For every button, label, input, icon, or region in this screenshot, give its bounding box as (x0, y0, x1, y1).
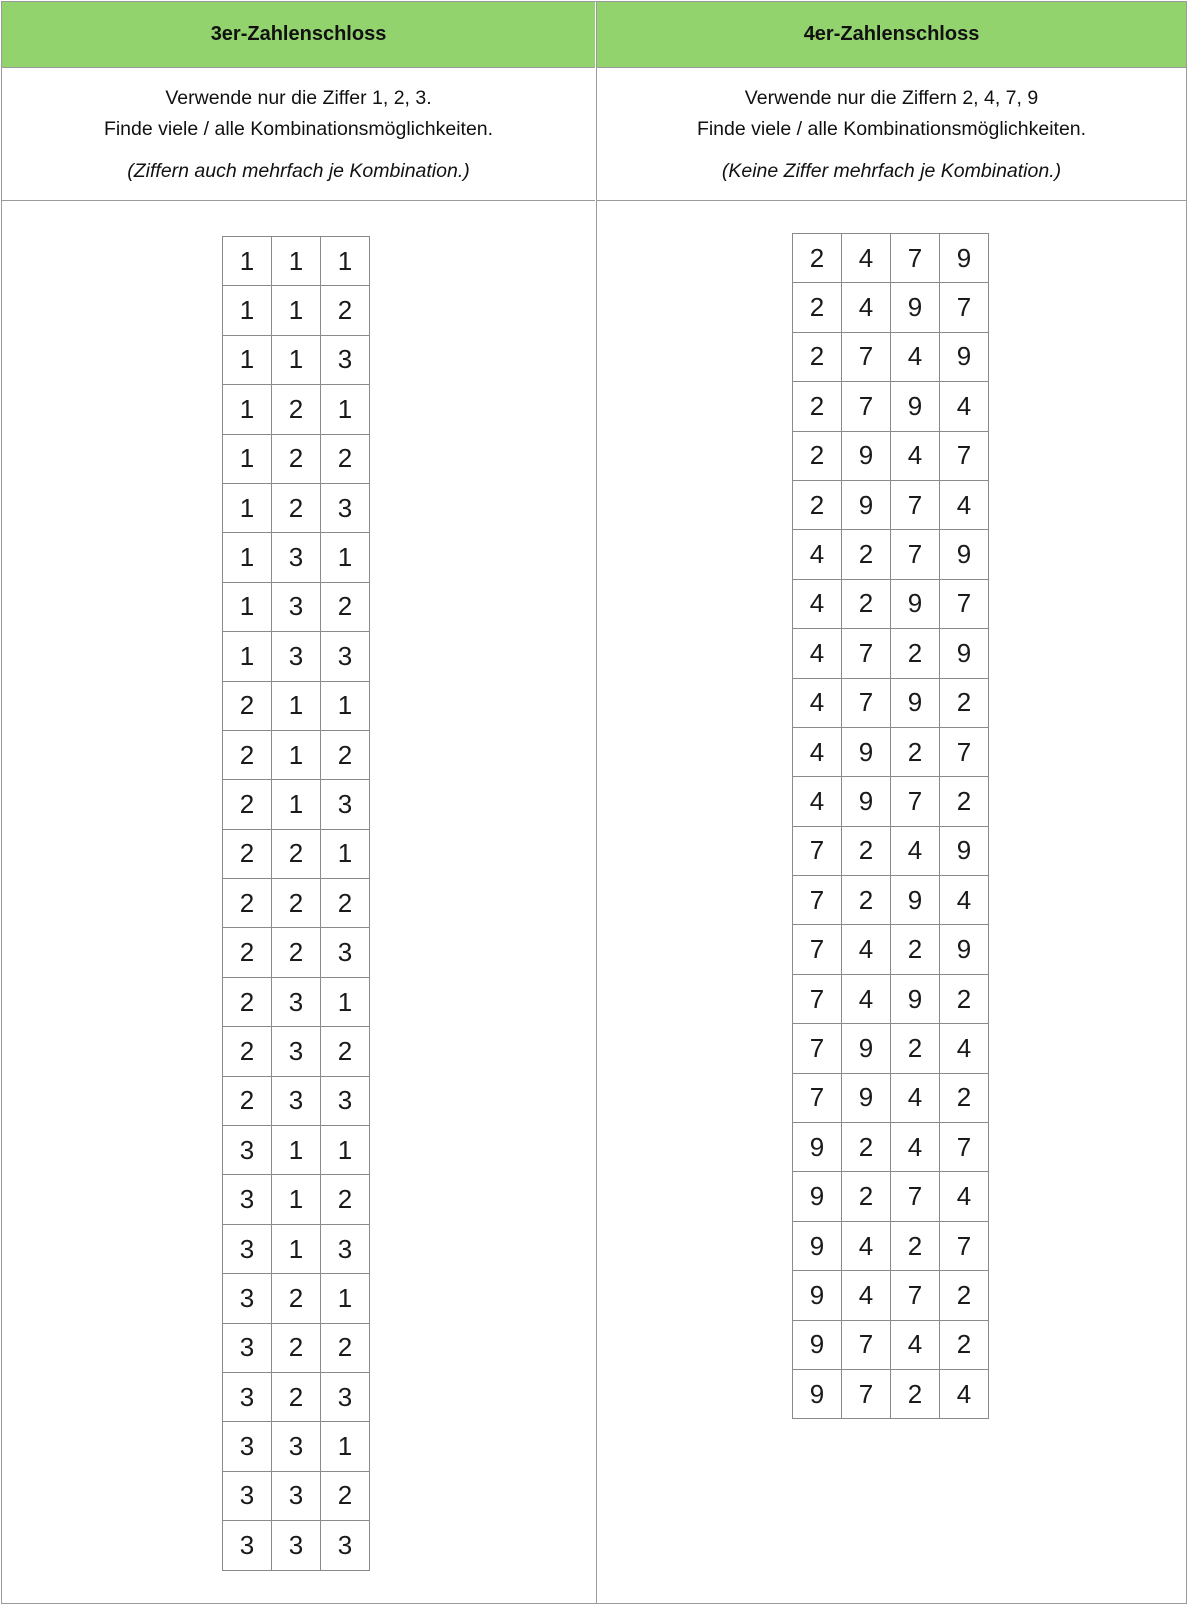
digit-cell: 1 (272, 335, 321, 384)
digit-cell: 7 (793, 925, 842, 974)
combination-row (223, 1521, 370, 1570)
digit-cell: 3 (272, 1076, 321, 1125)
digit-cell: 2 (891, 727, 940, 776)
digit-cell: 1 (272, 1175, 321, 1224)
digit-cell: 9 (842, 777, 891, 826)
digit-cell: 7 (793, 826, 842, 875)
digit-cell: 7 (940, 1123, 989, 1172)
digit-cell: 3 (321, 1224, 370, 1273)
digit-cell: 4 (940, 1369, 989, 1418)
digit-cell: 3 (272, 582, 321, 631)
digit-cell: 9 (940, 332, 989, 381)
combination-row (793, 826, 989, 875)
digit-cell: 3 (321, 1076, 370, 1125)
digit-cell: 7 (842, 678, 891, 727)
combination-row (223, 879, 370, 928)
combination-row (793, 925, 989, 974)
combination-row (223, 582, 370, 631)
digit-cell: 7 (842, 1369, 891, 1418)
digit-cell: 2 (793, 332, 842, 381)
digit-cell: 2 (223, 1027, 272, 1076)
digit-cell: 2 (272, 1274, 321, 1323)
combination-row (223, 730, 370, 779)
digit-cell: 2 (940, 777, 989, 826)
digit-cell: 2 (321, 286, 370, 335)
digit-cell: 1 (223, 286, 272, 335)
digit-cell: 9 (940, 629, 989, 678)
digit-cell: 2 (223, 928, 272, 977)
digit-cell: 7 (940, 1221, 989, 1270)
combination-row (793, 332, 989, 381)
combination-row (793, 727, 989, 776)
digit-cell: 9 (793, 1221, 842, 1270)
combination-row (793, 1024, 989, 1073)
digit-cell: 3 (223, 1471, 272, 1520)
combination-row (223, 1027, 370, 1076)
digit-cell: 2 (223, 829, 272, 878)
digit-cell: 9 (891, 678, 940, 727)
column-4er (597, 2, 1186, 1603)
header-3er: 3er-Zahlenschloss (2, 2, 595, 68)
digit-cell: 2 (272, 829, 321, 878)
instruction-line-1: Verwende nur die Ziffer 1, 2, 3. (165, 87, 432, 109)
digit-cell: 9 (793, 1271, 842, 1320)
combination-row (793, 579, 989, 628)
combination-row (223, 286, 370, 335)
digit-cell: 2 (223, 977, 272, 1026)
combination-row (223, 1323, 370, 1372)
digit-cell: 7 (940, 431, 989, 480)
digit-cell: 7 (793, 974, 842, 1023)
digit-cell: 4 (940, 876, 989, 925)
digit-cell: 9 (940, 530, 989, 579)
combination-row (223, 533, 370, 582)
digit-cell: 2 (321, 582, 370, 631)
digit-cell: 3 (321, 483, 370, 532)
digit-cell: 7 (940, 727, 989, 776)
digit-cell: 4 (793, 727, 842, 776)
digit-cell: 9 (842, 431, 891, 480)
combination-row (793, 1073, 989, 1122)
digit-cell: 7 (793, 1073, 842, 1122)
digit-cell: 9 (891, 579, 940, 628)
digit-cell: 4 (891, 1123, 940, 1172)
digit-cell: 2 (891, 925, 940, 974)
combination-row (793, 480, 989, 529)
digit-cell: 1 (321, 1126, 370, 1175)
digit-cell: 2 (223, 681, 272, 730)
digit-cell: 2 (272, 1372, 321, 1421)
digit-cell: 3 (272, 1471, 321, 1520)
digit-cell: 1 (223, 434, 272, 483)
digit-cell: 1 (272, 730, 321, 779)
digit-cell: 3 (223, 1175, 272, 1224)
digit-cell: 2 (940, 678, 989, 727)
instruction-line-1: Verwende nur die Ziffern 2, 4, 7, 9 (744, 87, 1039, 109)
digit-cell: 1 (321, 681, 370, 730)
digit-cell: 1 (272, 286, 321, 335)
instruction-note: (Ziffern auch mehrfach je Kombination.) (127, 160, 470, 182)
combination-row (223, 335, 370, 384)
digit-cell: 4 (793, 777, 842, 826)
combination-row (223, 1372, 370, 1421)
digit-cell: 2 (321, 879, 370, 928)
combination-row (223, 1175, 370, 1224)
digit-cell: 2 (940, 1320, 989, 1369)
digit-cell: 4 (842, 1271, 891, 1320)
digit-cell: 3 (321, 335, 370, 384)
digit-cell: 2 (321, 434, 370, 483)
digit-cell: 7 (891, 234, 940, 283)
digit-cell: 3 (223, 1274, 272, 1323)
combination-row (223, 434, 370, 483)
digit-cell: 2 (842, 1123, 891, 1172)
digit-cell: 2 (321, 1175, 370, 1224)
digit-cell: 9 (842, 480, 891, 529)
digit-cell: 9 (842, 1073, 891, 1122)
combination-row (223, 681, 370, 730)
digit-cell: 1 (223, 335, 272, 384)
digit-cell: 4 (940, 382, 989, 431)
digit-cell: 3 (321, 928, 370, 977)
digit-cell: 1 (321, 385, 370, 434)
digit-cell: 3 (223, 1372, 272, 1421)
digit-cell: 2 (842, 1172, 891, 1221)
digit-cell: 2 (891, 1221, 940, 1270)
digit-cell: 4 (842, 283, 891, 332)
combination-row (793, 629, 989, 678)
digit-cell: 4 (793, 678, 842, 727)
digit-cell: 2 (940, 974, 989, 1023)
digit-cell: 1 (321, 1274, 370, 1323)
instruction-line-2: Finde viele / alle Kombinationsmöglichkeiten. (696, 118, 1087, 140)
digit-cell: 7 (891, 480, 940, 529)
digit-cell: 4 (940, 480, 989, 529)
digit-cell: 1 (321, 829, 370, 878)
digit-cell: 3 (321, 1521, 370, 1570)
digit-cell: 4 (940, 1024, 989, 1073)
combination-row (223, 1274, 370, 1323)
digit-cell: 7 (940, 579, 989, 628)
combination-row (793, 234, 989, 283)
combination-row (793, 1369, 989, 1418)
digit-cell: 1 (272, 1126, 321, 1175)
combination-row (223, 829, 370, 878)
digit-cell: 9 (891, 382, 940, 431)
digit-cell: 4 (793, 629, 842, 678)
combination-row (793, 678, 989, 727)
combination-row (793, 1172, 989, 1221)
digit-cell: 9 (940, 234, 989, 283)
digit-cell: 2 (842, 530, 891, 579)
combination-row (223, 483, 370, 532)
digit-cell: 4 (891, 826, 940, 875)
header-4er: 4er-Zahlenschloss (597, 2, 1186, 68)
digit-cell: 4 (891, 431, 940, 480)
digit-cell: 9 (793, 1172, 842, 1221)
digit-cell: 1 (321, 237, 370, 286)
digit-cell: 2 (891, 1369, 940, 1418)
digit-cell: 4 (891, 1073, 940, 1122)
digit-cell: 1 (223, 533, 272, 582)
digit-cell: 9 (891, 283, 940, 332)
digit-cell: 1 (321, 533, 370, 582)
digit-cell: 3 (272, 533, 321, 582)
digit-cell: 1 (223, 483, 272, 532)
digit-cell: 2 (223, 1076, 272, 1125)
digit-cell: 2 (891, 629, 940, 678)
combination-row (223, 1224, 370, 1273)
digit-cell: 7 (793, 876, 842, 925)
digit-cell: 2 (321, 1323, 370, 1372)
digit-cell: 3 (223, 1224, 272, 1273)
digit-cell: 2 (272, 1323, 321, 1372)
combination-row (223, 1126, 370, 1175)
digit-cell: 7 (940, 283, 989, 332)
digit-cell: 2 (223, 879, 272, 928)
digit-cell: 1 (272, 780, 321, 829)
digit-cell: 3 (321, 1372, 370, 1421)
digit-cell: 4 (793, 579, 842, 628)
digit-cell: 1 (272, 681, 321, 730)
digit-cell: 9 (842, 727, 891, 776)
instruction-line-2: Finde viele / alle Kombinationsmöglichkeiten. (103, 118, 494, 140)
digit-cell: 2 (940, 1271, 989, 1320)
digit-cell: 7 (842, 629, 891, 678)
combination-row (793, 777, 989, 826)
worksheet (1, 1, 1187, 1604)
combination-row (223, 780, 370, 829)
digit-cell: 2 (793, 480, 842, 529)
digit-cell: 9 (940, 826, 989, 875)
digit-cell: 9 (891, 876, 940, 925)
combination-row (793, 530, 989, 579)
digit-cell: 2 (940, 1073, 989, 1122)
combination-row (793, 1271, 989, 1320)
combination-row (223, 977, 370, 1026)
digit-cell: 9 (891, 974, 940, 1023)
combination-table-3er (222, 236, 370, 1571)
digit-cell: 7 (891, 1271, 940, 1320)
digit-cell: 2 (272, 879, 321, 928)
digit-cell: 2 (272, 483, 321, 532)
digit-cell: 2 (321, 1027, 370, 1076)
digit-cell: 2 (272, 385, 321, 434)
digit-cell: 1 (223, 632, 272, 681)
column-3er (2, 2, 595, 1603)
combination-row (793, 876, 989, 925)
digit-cell: 3 (223, 1323, 272, 1372)
digit-cell: 1 (321, 1422, 370, 1471)
combination-row (793, 1221, 989, 1270)
digit-cell: 1 (272, 237, 321, 286)
digit-cell: 1 (321, 977, 370, 1026)
digit-cell: 2 (223, 730, 272, 779)
instruction-note: (Keine Ziffer mehrfach je Kombination.) (721, 160, 1062, 182)
combination-row (793, 1123, 989, 1172)
digit-cell: 2 (842, 826, 891, 875)
combination-row (223, 1471, 370, 1520)
digit-cell: 1 (223, 385, 272, 434)
combination-row (793, 382, 989, 431)
digit-cell: 3 (272, 632, 321, 681)
digit-cell: 9 (940, 925, 989, 974)
digit-cell: 2 (842, 876, 891, 925)
digit-cell: 3 (223, 1521, 272, 1570)
digit-cell: 2 (272, 434, 321, 483)
digit-cell: 2 (793, 234, 842, 283)
digit-cell: 7 (891, 1172, 940, 1221)
digit-cell: 7 (842, 332, 891, 381)
combination-row (223, 1422, 370, 1471)
digit-cell: 1 (272, 1224, 321, 1273)
combination-row (223, 928, 370, 977)
combination-row (793, 431, 989, 480)
digit-cell: 2 (793, 382, 842, 431)
digit-cell: 3 (321, 780, 370, 829)
digit-cell: 7 (891, 530, 940, 579)
combination-row (223, 385, 370, 434)
digit-cell: 3 (272, 977, 321, 1026)
digit-cell: 2 (793, 431, 842, 480)
instructions-4er (597, 68, 1186, 201)
digit-cell: 1 (223, 237, 272, 286)
digit-cell: 2 (321, 730, 370, 779)
digit-cell: 2 (321, 1471, 370, 1520)
combination-row (223, 632, 370, 681)
digit-cell: 3 (272, 1027, 321, 1076)
combination-row (223, 237, 370, 286)
digit-cell: 9 (793, 1320, 842, 1369)
combination-table-4er (792, 233, 989, 1419)
digit-cell: 2 (793, 283, 842, 332)
digit-cell: 3 (321, 632, 370, 681)
digit-cell: 4 (793, 530, 842, 579)
instructions-3er (2, 68, 595, 201)
digit-cell: 9 (842, 1024, 891, 1073)
digit-cell: 7 (842, 1320, 891, 1369)
digit-cell: 9 (793, 1369, 842, 1418)
digit-cell: 7 (891, 777, 940, 826)
digit-cell: 4 (891, 1320, 940, 1369)
digit-cell: 2 (223, 780, 272, 829)
digit-cell: 4 (842, 234, 891, 283)
digit-cell: 7 (842, 382, 891, 431)
digit-cell: 4 (842, 974, 891, 1023)
digit-cell: 3 (272, 1422, 321, 1471)
digit-cell: 4 (842, 1221, 891, 1270)
combination-row (793, 974, 989, 1023)
combination-row (793, 283, 989, 332)
digit-cell: 2 (272, 928, 321, 977)
digit-cell: 2 (891, 1024, 940, 1073)
digit-cell: 4 (940, 1172, 989, 1221)
digit-cell: 3 (223, 1422, 272, 1471)
digit-cell: 9 (793, 1123, 842, 1172)
combination-row (793, 1320, 989, 1369)
digit-cell: 4 (842, 925, 891, 974)
digit-cell: 3 (223, 1126, 272, 1175)
digit-cell: 7 (793, 1024, 842, 1073)
digit-cell: 2 (842, 579, 891, 628)
digit-cell: 3 (272, 1521, 321, 1570)
combination-row (223, 1076, 370, 1125)
digit-cell: 1 (223, 582, 272, 631)
digit-cell: 4 (891, 332, 940, 381)
